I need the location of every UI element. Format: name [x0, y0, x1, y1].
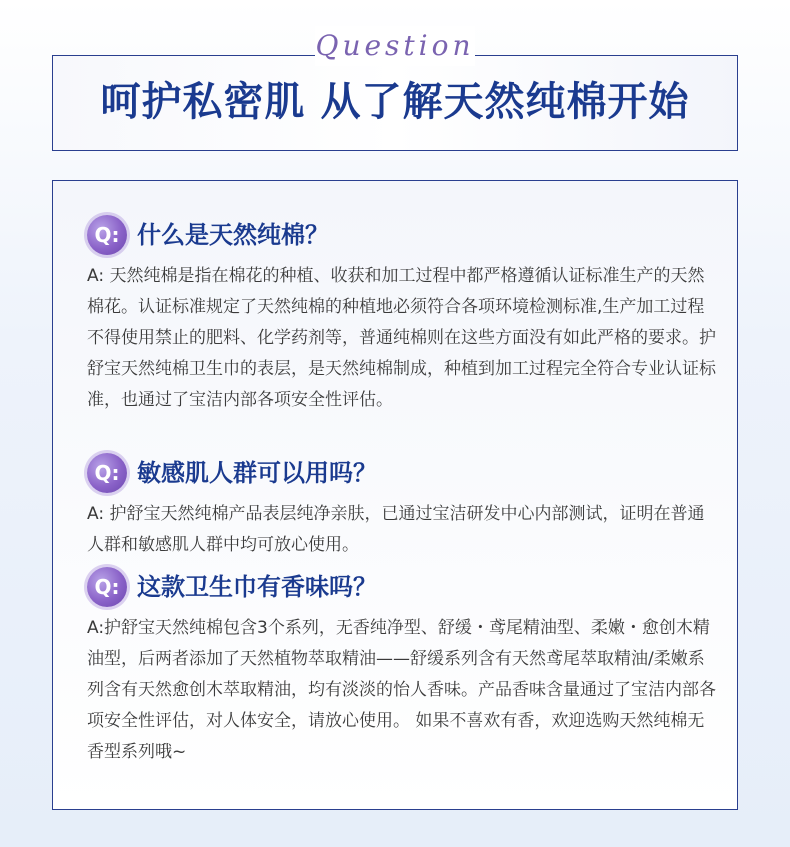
question-row — [87, 453, 717, 493]
faq-item-fragrance — [87, 567, 717, 768]
answer-text: A: 天然纯棉是指在棉花的种植、收获和加工过程中都严格遵循认证标准生产的天然棉花。认证标准规定了天然纯棉的种植地必须符合各项环境检测标准,生产加工过程不得使用禁止的肥料、化学药剂等，普通纯棉则在这些方面没有如此严格的要求。护舒宝天然纯棉卫生巾的表层，是天然纯棉制成，种植到加工过程完全符合专业认证标准，也通过了宝洁内部各项安全性评估。 — [87, 266, 716, 410]
question-text: 敏感肌人群可以用吗？ — [137, 459, 377, 487]
question-label: Question — [315, 26, 475, 66]
question-text: 这款卫生巾有香味吗？ — [137, 573, 377, 601]
question-text: 什么是天然纯棉？ — [137, 221, 329, 249]
answer-text: A:护舒宝天然纯棉包含3个系列，无香纯净型、舒缓・鸢尾精油型、柔嫩・愈创木精油型，后两者添加了天然植物萃取精油——舒缓系列含有天然鸢尾萃取精油/柔嫩系列含有天然愈创木萃取精油，均有淡淡的怡人香味。产品香味含量通过了宝洁内部各项安全性评估，对人体安全，请放心使用。 如果不喜欢有香，欢迎选购天然纯棉无香型系列哦~ — [87, 618, 716, 762]
question-row — [87, 215, 717, 255]
page-title: 呵护私密肌 从了解天然纯棉开始 — [100, 79, 690, 125]
q-badge-icon: Q: — [87, 453, 127, 493]
q-badge-icon: Q: — [87, 215, 127, 255]
faq-panel — [52, 180, 738, 810]
question-row — [87, 567, 717, 607]
q-badge-icon: Q: — [87, 567, 127, 607]
faq-item-natural-cotton — [87, 215, 717, 416]
answer-text: A: 护舒宝天然纯棉产品表层纯净亲肤，已通过宝洁研发中心内部测试，证明在普通人群和敏感肌人群中均可放心使用。 — [87, 504, 705, 555]
faq-item-sensitive-skin — [87, 453, 717, 561]
